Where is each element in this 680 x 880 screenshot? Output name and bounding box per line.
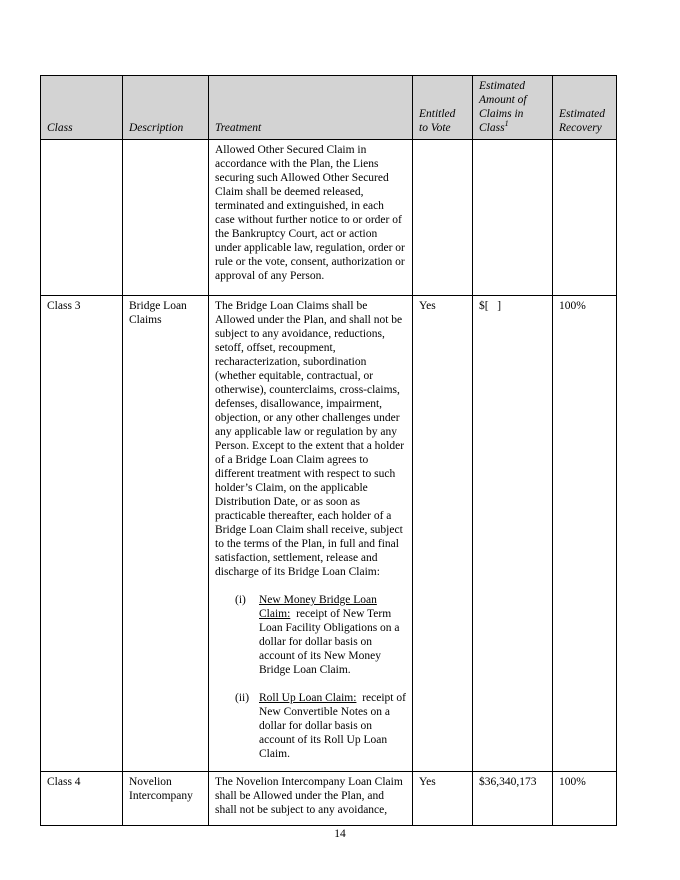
treatment-text: Allowed Other Secured Claim in accordance with the Plan, the Liens securing such Allowed Other Secured Claim shall be deemed released, terminated and extinguished, in each case without further notice to or order of the Bankruptcy Court, act or action under applicable law, regulation, order or rule or the vote, consent, authorization or approval of any Person. bbox=[215, 144, 405, 282]
table-header-row bbox=[41, 76, 617, 140]
header-description bbox=[123, 76, 209, 140]
header-vote-label: Entitled to Vote bbox=[419, 108, 456, 134]
vote-value: Yes bbox=[419, 776, 436, 788]
header-estimated-recovery bbox=[553, 76, 617, 140]
list-item-label: New Money Bridge Loan Claim: bbox=[259, 594, 377, 620]
list-item-text bbox=[259, 691, 406, 761]
header-amount-label: Estimated Amount of Claims in Class bbox=[479, 80, 527, 134]
cell-vote-4 bbox=[413, 772, 473, 826]
claims-table bbox=[40, 75, 617, 826]
header-estimated-amount bbox=[473, 76, 553, 140]
cell-vote-3 bbox=[413, 296, 473, 772]
cell-class-4 bbox=[41, 772, 123, 826]
class-label: Class 3 bbox=[47, 300, 81, 312]
list-item-text bbox=[259, 593, 406, 677]
page-number: 14 bbox=[334, 828, 346, 840]
cell-vote-cont bbox=[413, 140, 473, 296]
cell-treatment-3 bbox=[209, 296, 413, 772]
cell-description-3 bbox=[123, 296, 209, 772]
cell-treatment-cont bbox=[209, 140, 413, 296]
list-item-body: receipt of New Term Loan Facility Obligations on a dollar for dollar basis on account of its New Money Bridge Loan Claim. bbox=[259, 608, 400, 676]
cell-class-cont bbox=[41, 140, 123, 296]
treatment-text: The Novelion Intercompany Loan Claim shall be Allowed under the Plan, and shall not be subject to any avoidance, bbox=[215, 776, 403, 816]
recovery-value: 100% bbox=[559, 300, 586, 312]
table-row-class-4 bbox=[41, 772, 617, 826]
cell-recovery-3 bbox=[553, 296, 617, 772]
list-item-i bbox=[235, 593, 406, 677]
cell-amount-4 bbox=[473, 772, 553, 826]
table-row-class-3 bbox=[41, 296, 617, 772]
list-item-ii bbox=[235, 691, 406, 761]
list-item-body: receipt of New Convertible Notes on a dollar for dollar basis on account of its Roll Up Loan Claim. bbox=[259, 692, 406, 760]
treatment-intro: The Bridge Loan Claims shall be Allowed under the Plan, and shall not be subject to any avoidance, reductions, setoff, offset, recoupment, recharacterization, subordination (whether equitable, contractual, or otherwise), counterclaims, cross-claims, defenses, disallowance, impairment, objection, or any other challenges under any applicable law or regulation by any Person. Except to the extent that a holder of a Bridge Loan Claim agrees to different treatment with respect to such holder’s Claim, on the applicable Distribution Date, or as soon as practicable thereafter, each holder of a Bridge Loan Claim shall receive, subject to the terms of the Plan, in full and final satisfaction, settlement, release and discharge of its Bridge Loan Claim: bbox=[215, 300, 405, 578]
cell-amount-3 bbox=[473, 296, 553, 772]
cell-treatment-4 bbox=[209, 772, 413, 826]
list-marker: (i) bbox=[235, 594, 246, 606]
table-row-continuation bbox=[41, 140, 617, 296]
header-class bbox=[41, 76, 123, 140]
footnote-marker: 1 bbox=[504, 119, 509, 129]
header-entitled-to-vote bbox=[413, 76, 473, 140]
description-text: Novelion Intercompany bbox=[129, 776, 193, 802]
vote-value: Yes bbox=[419, 300, 436, 312]
header-treatment bbox=[209, 76, 413, 140]
cell-class-3 bbox=[41, 296, 123, 772]
amount-value: $[ ] bbox=[479, 300, 502, 312]
cell-amount-cont bbox=[473, 140, 553, 296]
list-marker: (ii) bbox=[235, 692, 250, 704]
treatment-list bbox=[235, 593, 406, 761]
header-treatment-label: Treatment bbox=[215, 122, 262, 134]
description-text: Bridge Loan Claims bbox=[129, 300, 187, 326]
cell-recovery-4 bbox=[553, 772, 617, 826]
cell-description-4 bbox=[123, 772, 209, 826]
header-recovery-label: Estimated Recovery bbox=[559, 108, 605, 134]
list-item-label: Roll Up Loan Claim: bbox=[259, 692, 357, 704]
header-description-label: Description bbox=[129, 122, 184, 134]
class-label: Class 4 bbox=[47, 776, 81, 788]
amount-value: $36,340,173 bbox=[479, 776, 537, 788]
cell-description-cont bbox=[123, 140, 209, 296]
header-class-label: Class bbox=[47, 122, 73, 134]
cell-recovery-cont bbox=[553, 140, 617, 296]
recovery-value: 100% bbox=[559, 776, 586, 788]
